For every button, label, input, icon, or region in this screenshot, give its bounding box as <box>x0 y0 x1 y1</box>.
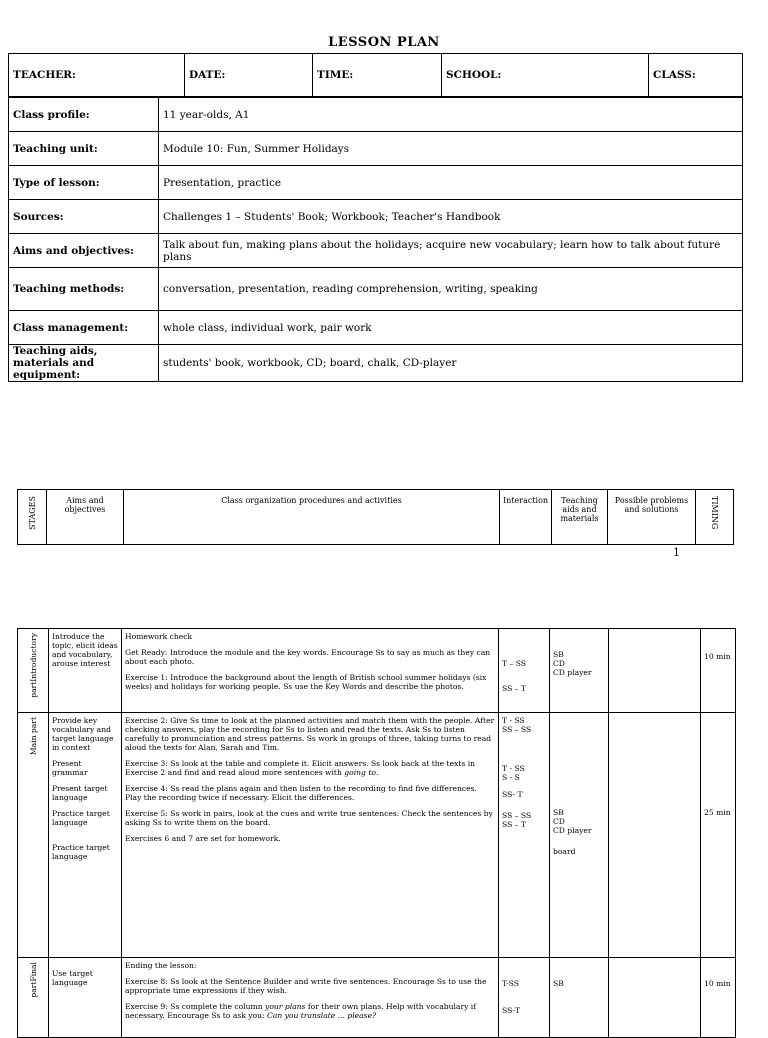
stage-row-main <box>18 713 736 958</box>
aids-column-header: Teaching aids and materials <box>552 490 608 545</box>
profile-label: Sources: <box>9 200 159 234</box>
stage-timing: 25 min <box>701 713 736 958</box>
stage-aids: SB <box>550 958 609 1038</box>
stage-problems <box>609 958 701 1038</box>
stage-interaction: T – SS SS – T <box>499 629 550 713</box>
page-title: LESSON PLAN <box>328 35 440 50</box>
time-field: TIME: <box>313 54 442 97</box>
stage-problems <box>609 713 701 958</box>
page-number: 1 <box>673 546 680 559</box>
procedures-column-header: Class organization procedures and activities <box>124 490 500 545</box>
teacher-field: TEACHER: <box>9 54 185 97</box>
date-field: DATE: <box>185 54 313 97</box>
class-field: CLASS: <box>649 54 743 97</box>
stage-label: partIntroductory <box>18 629 49 713</box>
profile-label: Teaching aids, materials and equipment: <box>9 345 159 382</box>
procedures-table <box>17 628 736 1038</box>
stage-procedures: Ending the lesson: Exercise 8: Ss look at the Sentence Builder and write five sentences. Encourage Ss to use the appropriate time expressions if they wish. Exercise 9: Ss complete the column your plans for their own plans. Help with vocabulary if necessary. Encourage Ss to ask you: Can you translate ... please? <box>122 958 499 1038</box>
profile-value: students' book, workbook, CD; board, chalk, CD-player <box>159 345 743 382</box>
stage-aims: Provide key vocabulary and target language in context Present grammar Present target language Practice target language Practice target language <box>49 713 122 958</box>
stage-procedures: Homework check Get Ready: Introduce the module and the key words. Encourage Ss to say as much as they can about each photo. Exercise 1: Introduce the background about the length of British school summer holidays (six weeks) and holidays for working people. Ss use the Key Words and describe the photos. <box>122 629 499 713</box>
stage-interaction: T - SS SS – SS T - SS S - S SS- T SS – SS SS – T <box>499 713 550 958</box>
profile-value: Challenges 1 – Students' Book; Workbook; Teacher's Handbook <box>159 200 743 234</box>
stage-label: partFinal <box>18 958 49 1038</box>
profile-label: Class profile: <box>9 98 159 132</box>
aims-column-header: Aims and objectives <box>47 490 124 545</box>
problems-column-header: Possible problems and solutions <box>608 490 696 545</box>
lesson-profile-table <box>8 97 743 382</box>
stage-aids: SB CD CD player <box>550 629 609 713</box>
profile-label: Type of lesson: <box>9 166 159 200</box>
stage-row-final <box>18 958 736 1038</box>
stage-interaction: T-SS SS-T <box>499 958 550 1038</box>
school-field: SCHOOL: <box>442 54 649 97</box>
profile-label: Aims and objectives: <box>9 234 159 268</box>
stage-timing: 10 min <box>701 958 736 1038</box>
profile-value: 11 year-olds, A1 <box>159 98 743 132</box>
header-info-table <box>8 53 743 97</box>
profile-label: Class management: <box>9 311 159 345</box>
profile-value: Module 10: Fun, Summer Holidays <box>159 132 743 166</box>
stage-procedures: Exercise 2: Give Ss time to look at the planned activities and match them with the people. After checking answers, play the recording for Ss to listen and read the texts. Ask Ss to listen carefully to pronunciation and stress patterns. Ss work in groups of three, taking turns to read aloud the texts for Alan, Sarah and Tim. Exercise 3: Ss look at the table and complete it. Elicit answers. Ss look back at the texts in Exercise 2 and find and read aloud more sentences with going to. Exercise 4: Ss read the plans again and then listen to the recording to find five differences. Play the recording twice if necessary. Elicit the differences. Exercise 5: Ss work in pairs, look at the cues and write true sentences. Check the sentences by asking Ss to write them on the board. Exercises 6 and 7 are set for homework. <box>122 713 499 958</box>
profile-label: Teaching methods: <box>9 268 159 311</box>
profile-value: whole class, individual work, pair work <box>159 311 743 345</box>
stages-header-table <box>17 489 734 545</box>
profile-value: Presentation, practice <box>159 166 743 200</box>
stage-aims: Introduce the topic, elicit ideas and vocabulary, arouse interest <box>49 629 122 713</box>
stages-column-header: STAGES <box>18 490 47 545</box>
stage-aids: SB CD CD player board <box>550 713 609 958</box>
stage-row-introductory <box>18 629 736 713</box>
timing-column-header: TIMING <box>696 490 734 545</box>
profile-label: Teaching unit: <box>9 132 159 166</box>
interaction-column-header: Interaction <box>500 490 552 545</box>
stage-timing: 10 min <box>701 629 736 713</box>
stage-problems <box>609 629 701 713</box>
stage-label: Main part <box>18 713 49 958</box>
stage-aims: Use target language <box>49 958 122 1038</box>
profile-value: conversation, presentation, reading comprehension, writing, speaking <box>159 268 743 311</box>
profile-value: Talk about fun, making plans about the holidays; acquire new vocabulary; learn how to talk about future plans <box>159 234 743 268</box>
